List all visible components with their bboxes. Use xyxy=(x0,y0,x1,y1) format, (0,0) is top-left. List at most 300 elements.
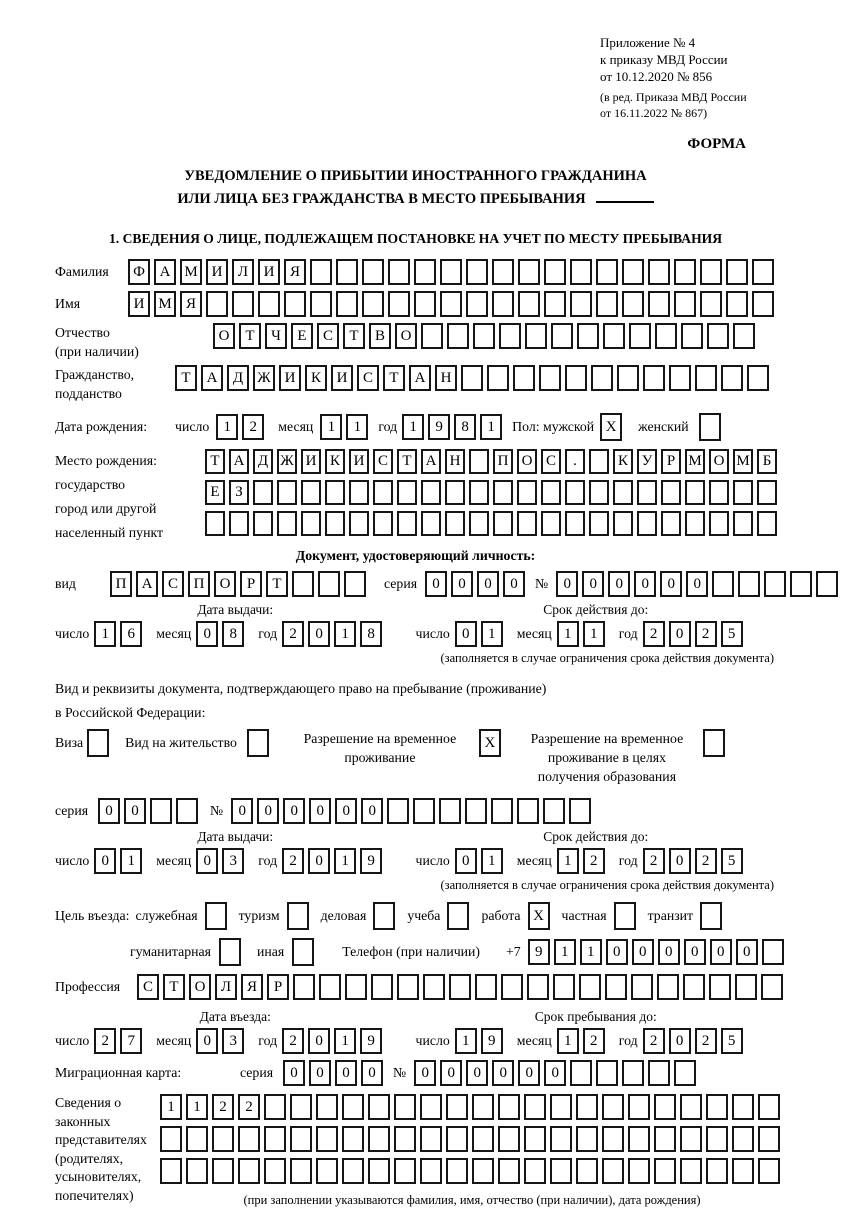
char-cell[interactable] xyxy=(325,511,345,536)
char-cell[interactable]: X xyxy=(528,902,550,930)
char-cell[interactable] xyxy=(342,1094,364,1120)
char-cell[interactable] xyxy=(661,511,681,536)
char-cell[interactable] xyxy=(617,365,639,391)
char-cell[interactable] xyxy=(669,365,691,391)
char-cell[interactable]: . xyxy=(565,449,585,474)
char-cell[interactable]: О xyxy=(189,974,211,1000)
char-cell[interactable] xyxy=(605,974,627,1000)
char-cell[interactable] xyxy=(732,1126,754,1152)
char-cell[interactable] xyxy=(747,365,769,391)
char-cell[interactable] xyxy=(373,902,395,930)
char-cell[interactable] xyxy=(447,902,469,930)
char-cell[interactable]: Б xyxy=(757,449,777,474)
char-cell[interactable] xyxy=(706,1094,728,1120)
char-cell[interactable] xyxy=(565,511,585,536)
char-cell[interactable] xyxy=(680,1126,702,1152)
char-cell[interactable]: И xyxy=(279,365,301,391)
char-cell[interactable] xyxy=(569,798,591,824)
char-cell[interactable]: 0 xyxy=(335,798,357,824)
char-cell[interactable] xyxy=(637,511,657,536)
char-cell[interactable] xyxy=(301,511,321,536)
char-cell[interactable] xyxy=(527,974,549,1000)
char-cell[interactable]: 1 xyxy=(557,848,579,874)
char-cell[interactable]: О xyxy=(395,323,417,349)
char-cell[interactable] xyxy=(368,1126,390,1152)
char-cell[interactable] xyxy=(446,1126,468,1152)
char-cell[interactable] xyxy=(465,798,487,824)
char-cell[interactable]: 0 xyxy=(556,571,578,597)
char-cell[interactable] xyxy=(764,571,786,597)
char-cell[interactable] xyxy=(790,571,812,597)
char-cell[interactable]: Ф xyxy=(128,259,150,285)
char-cell[interactable]: 1 xyxy=(557,1028,579,1054)
char-cell[interactable] xyxy=(472,1158,494,1184)
char-cell[interactable] xyxy=(206,291,228,317)
char-cell[interactable] xyxy=(212,1158,234,1184)
char-cell[interactable] xyxy=(648,259,670,285)
char-cell[interactable]: А xyxy=(229,449,249,474)
char-cell[interactable] xyxy=(290,1126,312,1152)
char-cell[interactable]: Е xyxy=(291,323,313,349)
char-cell[interactable] xyxy=(614,902,636,930)
char-cell[interactable] xyxy=(186,1126,208,1152)
char-cell[interactable] xyxy=(541,480,561,505)
char-cell[interactable]: 2 xyxy=(643,1028,665,1054)
char-cell[interactable]: У xyxy=(637,449,657,474)
char-cell[interactable] xyxy=(176,798,198,824)
char-cell[interactable] xyxy=(264,1094,286,1120)
char-cell[interactable]: 8 xyxy=(360,621,382,647)
char-cell[interactable]: 1 xyxy=(334,621,356,647)
char-cell[interactable] xyxy=(316,1094,338,1120)
char-cell[interactable]: С xyxy=(541,449,561,474)
char-cell[interactable] xyxy=(325,480,345,505)
char-cell[interactable] xyxy=(493,511,513,536)
char-cell[interactable]: 2 xyxy=(695,848,717,874)
char-cell[interactable] xyxy=(674,291,696,317)
char-cell[interactable] xyxy=(446,1094,468,1120)
char-cell[interactable] xyxy=(371,974,393,1000)
char-cell[interactable]: 2 xyxy=(282,1028,304,1054)
char-cell[interactable] xyxy=(310,291,332,317)
char-cell[interactable] xyxy=(674,259,696,285)
char-cell[interactable] xyxy=(655,323,677,349)
char-cell[interactable] xyxy=(579,974,601,1000)
char-cell[interactable]: М xyxy=(685,449,705,474)
char-cell[interactable] xyxy=(643,365,665,391)
char-cell[interactable]: Д xyxy=(253,449,273,474)
char-cell[interactable] xyxy=(253,511,273,536)
char-cell[interactable]: И xyxy=(349,449,369,474)
char-cell[interactable] xyxy=(445,480,465,505)
char-cell[interactable]: И xyxy=(206,259,228,285)
char-cell[interactable] xyxy=(757,511,777,536)
char-cell[interactable]: 2 xyxy=(695,1028,717,1054)
char-cell[interactable]: 1 xyxy=(216,414,238,440)
char-cell[interactable] xyxy=(576,1158,598,1184)
char-cell[interactable]: Т xyxy=(163,974,185,1000)
char-cell[interactable]: 0 xyxy=(582,571,604,597)
char-cell[interactable] xyxy=(602,1126,624,1152)
char-cell[interactable]: 0 xyxy=(669,621,691,647)
char-cell[interactable] xyxy=(449,974,471,1000)
char-cell[interactable]: С xyxy=(317,323,339,349)
char-cell[interactable] xyxy=(373,511,393,536)
char-cell[interactable] xyxy=(596,1060,618,1086)
char-cell[interactable] xyxy=(253,480,273,505)
char-cell[interactable]: 8 xyxy=(454,414,476,440)
char-cell[interactable] xyxy=(700,902,722,930)
char-cell[interactable] xyxy=(631,974,653,1000)
char-cell[interactable] xyxy=(732,1158,754,1184)
char-cell[interactable]: К xyxy=(613,449,633,474)
char-cell[interactable]: 3 xyxy=(222,848,244,874)
char-cell[interactable]: Я xyxy=(241,974,263,1000)
char-cell[interactable]: 9 xyxy=(360,848,382,874)
char-cell[interactable]: X xyxy=(479,729,501,757)
char-cell[interactable] xyxy=(752,259,774,285)
char-cell[interactable] xyxy=(420,1158,442,1184)
char-cell[interactable] xyxy=(721,365,743,391)
char-cell[interactable]: П xyxy=(493,449,513,474)
char-cell[interactable] xyxy=(762,939,784,965)
char-cell[interactable] xyxy=(524,1126,546,1152)
char-cell[interactable] xyxy=(469,511,489,536)
char-cell[interactable]: 1 xyxy=(120,848,142,874)
char-cell[interactable]: А xyxy=(421,449,441,474)
char-cell[interactable] xyxy=(570,1060,592,1086)
char-cell[interactable] xyxy=(394,1158,416,1184)
char-cell[interactable] xyxy=(264,1158,286,1184)
char-cell[interactable] xyxy=(761,974,783,1000)
char-cell[interactable]: И xyxy=(128,291,150,317)
char-cell[interactable]: З xyxy=(229,480,249,505)
char-cell[interactable]: Н xyxy=(445,449,465,474)
char-cell[interactable] xyxy=(699,413,721,441)
char-cell[interactable]: 0 xyxy=(196,848,218,874)
char-cell[interactable] xyxy=(232,291,254,317)
char-cell[interactable] xyxy=(700,291,722,317)
char-cell[interactable]: X xyxy=(600,413,622,441)
char-cell[interactable] xyxy=(661,480,681,505)
char-cell[interactable] xyxy=(87,729,109,757)
char-cell[interactable]: А xyxy=(201,365,223,391)
char-cell[interactable] xyxy=(589,480,609,505)
char-cell[interactable] xyxy=(421,480,441,505)
char-cell[interactable]: 9 xyxy=(360,1028,382,1054)
char-cell[interactable] xyxy=(709,974,731,1000)
char-cell[interactable]: 0 xyxy=(606,939,628,965)
char-cell[interactable]: 9 xyxy=(528,939,550,965)
char-cell[interactable]: 1 xyxy=(186,1094,208,1120)
char-cell[interactable] xyxy=(576,1126,598,1152)
char-cell[interactable] xyxy=(816,571,838,597)
char-cell[interactable]: 0 xyxy=(309,1060,331,1086)
char-cell[interactable] xyxy=(238,1158,260,1184)
char-cell[interactable] xyxy=(345,974,367,1000)
char-cell[interactable] xyxy=(387,798,409,824)
char-cell[interactable] xyxy=(553,974,575,1000)
char-cell[interactable] xyxy=(349,480,369,505)
char-cell[interactable] xyxy=(732,1094,754,1120)
char-cell[interactable] xyxy=(394,1126,416,1152)
char-cell[interactable]: 0 xyxy=(632,939,654,965)
char-cell[interactable] xyxy=(277,480,297,505)
char-cell[interactable]: 1 xyxy=(480,414,502,440)
char-cell[interactable] xyxy=(622,291,644,317)
char-cell[interactable] xyxy=(219,938,241,966)
char-cell[interactable] xyxy=(420,1094,442,1120)
char-cell[interactable] xyxy=(700,259,722,285)
char-cell[interactable]: С xyxy=(162,571,184,597)
char-cell[interactable]: 0 xyxy=(283,798,305,824)
char-cell[interactable] xyxy=(160,1158,182,1184)
char-cell[interactable] xyxy=(707,323,729,349)
char-cell[interactable]: 0 xyxy=(710,939,732,965)
char-cell[interactable] xyxy=(513,365,535,391)
char-cell[interactable] xyxy=(517,511,537,536)
char-cell[interactable]: Л xyxy=(215,974,237,1000)
char-cell[interactable]: 0 xyxy=(518,1060,540,1086)
char-cell[interactable]: 1 xyxy=(94,621,116,647)
char-cell[interactable]: 0 xyxy=(684,939,706,965)
char-cell[interactable] xyxy=(683,974,705,1000)
char-cell[interactable]: С xyxy=(137,974,159,1000)
char-cell[interactable]: Я xyxy=(284,259,306,285)
char-cell[interactable]: 1 xyxy=(554,939,576,965)
char-cell[interactable]: 0 xyxy=(669,1028,691,1054)
char-cell[interactable]: 0 xyxy=(196,621,218,647)
char-cell[interactable] xyxy=(757,480,777,505)
char-cell[interactable]: С xyxy=(373,449,393,474)
char-cell[interactable]: А xyxy=(136,571,158,597)
char-cell[interactable]: 0 xyxy=(634,571,656,597)
char-cell[interactable] xyxy=(292,938,314,966)
char-cell[interactable] xyxy=(681,323,703,349)
char-cell[interactable] xyxy=(613,480,633,505)
char-cell[interactable]: Л xyxy=(232,259,254,285)
char-cell[interactable] xyxy=(738,571,760,597)
char-cell[interactable] xyxy=(726,259,748,285)
char-cell[interactable]: Т xyxy=(266,571,288,597)
char-cell[interactable]: 0 xyxy=(425,571,447,597)
char-cell[interactable]: 1 xyxy=(334,848,356,874)
char-cell[interactable] xyxy=(336,291,358,317)
char-cell[interactable] xyxy=(290,1094,312,1120)
char-cell[interactable]: 0 xyxy=(196,1028,218,1054)
char-cell[interactable] xyxy=(570,291,592,317)
char-cell[interactable]: 0 xyxy=(669,848,691,874)
char-cell[interactable] xyxy=(362,291,384,317)
char-cell[interactable] xyxy=(685,480,705,505)
char-cell[interactable]: 0 xyxy=(361,798,383,824)
char-cell[interactable] xyxy=(596,259,618,285)
char-cell[interactable] xyxy=(229,511,249,536)
char-cell[interactable] xyxy=(212,1126,234,1152)
char-cell[interactable] xyxy=(680,1094,702,1120)
char-cell[interactable] xyxy=(446,1158,468,1184)
char-cell[interactable] xyxy=(501,974,523,1000)
char-cell[interactable]: 1 xyxy=(455,1028,477,1054)
char-cell[interactable]: О xyxy=(214,571,236,597)
char-cell[interactable] xyxy=(466,291,488,317)
char-cell[interactable] xyxy=(150,798,172,824)
char-cell[interactable]: П xyxy=(110,571,132,597)
char-cell[interactable] xyxy=(603,323,625,349)
char-cell[interactable] xyxy=(439,798,461,824)
char-cell[interactable] xyxy=(238,1126,260,1152)
char-cell[interactable] xyxy=(472,1126,494,1152)
char-cell[interactable] xyxy=(703,729,725,757)
char-cell[interactable]: 0 xyxy=(124,798,146,824)
char-cell[interactable] xyxy=(758,1094,780,1120)
char-cell[interactable]: 1 xyxy=(557,621,579,647)
char-cell[interactable] xyxy=(551,323,573,349)
char-cell[interactable] xyxy=(292,571,314,597)
char-cell[interactable] xyxy=(629,323,651,349)
char-cell[interactable] xyxy=(342,1126,364,1152)
char-cell[interactable] xyxy=(440,259,462,285)
char-cell[interactable]: 5 xyxy=(721,1028,743,1054)
char-cell[interactable]: А xyxy=(409,365,431,391)
char-cell[interactable]: 2 xyxy=(238,1094,260,1120)
char-cell[interactable]: В xyxy=(369,323,391,349)
char-cell[interactable]: 0 xyxy=(257,798,279,824)
char-cell[interactable]: 2 xyxy=(583,848,605,874)
char-cell[interactable]: 0 xyxy=(94,848,116,874)
char-cell[interactable]: 0 xyxy=(451,571,473,597)
char-cell[interactable] xyxy=(492,259,514,285)
char-cell[interactable]: А xyxy=(154,259,176,285)
char-cell[interactable] xyxy=(589,449,609,474)
char-cell[interactable] xyxy=(368,1094,390,1120)
char-cell[interactable]: Р xyxy=(267,974,289,1000)
char-cell[interactable] xyxy=(414,259,436,285)
char-cell[interactable] xyxy=(388,259,410,285)
char-cell[interactable] xyxy=(628,1158,650,1184)
char-cell[interactable]: 0 xyxy=(608,571,630,597)
char-cell[interactable] xyxy=(758,1126,780,1152)
char-cell[interactable]: 0 xyxy=(440,1060,462,1086)
char-cell[interactable]: Р xyxy=(240,571,262,597)
char-cell[interactable] xyxy=(541,511,561,536)
char-cell[interactable] xyxy=(602,1094,624,1120)
char-cell[interactable] xyxy=(287,902,309,930)
char-cell[interactable] xyxy=(654,1126,676,1152)
char-cell[interactable] xyxy=(492,291,514,317)
char-cell[interactable] xyxy=(706,1158,728,1184)
char-cell[interactable]: 0 xyxy=(308,1028,330,1054)
char-cell[interactable] xyxy=(310,259,332,285)
char-cell[interactable]: Т xyxy=(343,323,365,349)
char-cell[interactable] xyxy=(622,1060,644,1086)
char-cell[interactable] xyxy=(349,511,369,536)
char-cell[interactable] xyxy=(498,1158,520,1184)
char-cell[interactable] xyxy=(524,1158,546,1184)
char-cell[interactable]: 9 xyxy=(428,414,450,440)
char-cell[interactable] xyxy=(362,259,384,285)
char-cell[interactable] xyxy=(622,259,644,285)
char-cell[interactable]: Р xyxy=(661,449,681,474)
char-cell[interactable]: Т xyxy=(175,365,197,391)
char-cell[interactable]: И xyxy=(301,449,321,474)
char-cell[interactable] xyxy=(301,480,321,505)
char-cell[interactable] xyxy=(550,1158,572,1184)
char-cell[interactable]: 2 xyxy=(643,848,665,874)
char-cell[interactable]: 1 xyxy=(346,414,368,440)
char-cell[interactable]: Т xyxy=(383,365,405,391)
char-cell[interactable]: Т xyxy=(205,449,225,474)
char-cell[interactable] xyxy=(264,1126,286,1152)
char-cell[interactable] xyxy=(293,974,315,1000)
char-cell[interactable]: 2 xyxy=(242,414,264,440)
char-cell[interactable] xyxy=(421,323,443,349)
char-cell[interactable] xyxy=(247,729,269,757)
char-cell[interactable] xyxy=(735,974,757,1000)
char-cell[interactable] xyxy=(544,291,566,317)
char-cell[interactable] xyxy=(680,1158,702,1184)
char-cell[interactable] xyxy=(570,259,592,285)
char-cell[interactable] xyxy=(493,480,513,505)
char-cell[interactable] xyxy=(316,1126,338,1152)
char-cell[interactable] xyxy=(628,1094,650,1120)
char-cell[interactable] xyxy=(258,291,280,317)
char-cell[interactable] xyxy=(344,571,366,597)
char-cell[interactable]: М xyxy=(154,291,176,317)
char-cell[interactable]: 2 xyxy=(643,621,665,647)
char-cell[interactable] xyxy=(518,291,540,317)
char-cell[interactable] xyxy=(657,974,679,1000)
char-cell[interactable]: 0 xyxy=(660,571,682,597)
char-cell[interactable] xyxy=(498,1126,520,1152)
char-cell[interactable]: 0 xyxy=(477,571,499,597)
char-cell[interactable]: 1 xyxy=(334,1028,356,1054)
char-cell[interactable]: Д xyxy=(227,365,249,391)
char-cell[interactable] xyxy=(674,1060,696,1086)
char-cell[interactable]: 0 xyxy=(231,798,253,824)
char-cell[interactable]: 0 xyxy=(544,1060,566,1086)
char-cell[interactable] xyxy=(319,974,341,1000)
char-cell[interactable]: Е xyxy=(205,480,225,505)
char-cell[interactable] xyxy=(628,1126,650,1152)
char-cell[interactable] xyxy=(413,798,435,824)
char-cell[interactable] xyxy=(498,1094,520,1120)
char-cell[interactable] xyxy=(368,1158,390,1184)
char-cell[interactable] xyxy=(397,480,417,505)
char-cell[interactable] xyxy=(525,323,547,349)
char-cell[interactable]: 1 xyxy=(160,1094,182,1120)
char-cell[interactable] xyxy=(397,974,419,1000)
char-cell[interactable] xyxy=(447,323,469,349)
char-cell[interactable] xyxy=(472,1094,494,1120)
char-cell[interactable] xyxy=(565,365,587,391)
char-cell[interactable]: 0 xyxy=(361,1060,383,1086)
char-cell[interactable]: 0 xyxy=(492,1060,514,1086)
char-cell[interactable] xyxy=(550,1126,572,1152)
char-cell[interactable] xyxy=(517,798,539,824)
char-cell[interactable]: 0 xyxy=(503,571,525,597)
char-cell[interactable] xyxy=(518,259,540,285)
char-cell[interactable] xyxy=(466,259,488,285)
char-cell[interactable] xyxy=(706,1126,728,1152)
char-cell[interactable] xyxy=(591,365,613,391)
char-cell[interactable]: 1 xyxy=(481,621,503,647)
char-cell[interactable]: 6 xyxy=(120,621,142,647)
char-cell[interactable] xyxy=(186,1158,208,1184)
char-cell[interactable]: Я xyxy=(180,291,202,317)
char-cell[interactable]: 8 xyxy=(222,621,244,647)
char-cell[interactable] xyxy=(576,1094,598,1120)
